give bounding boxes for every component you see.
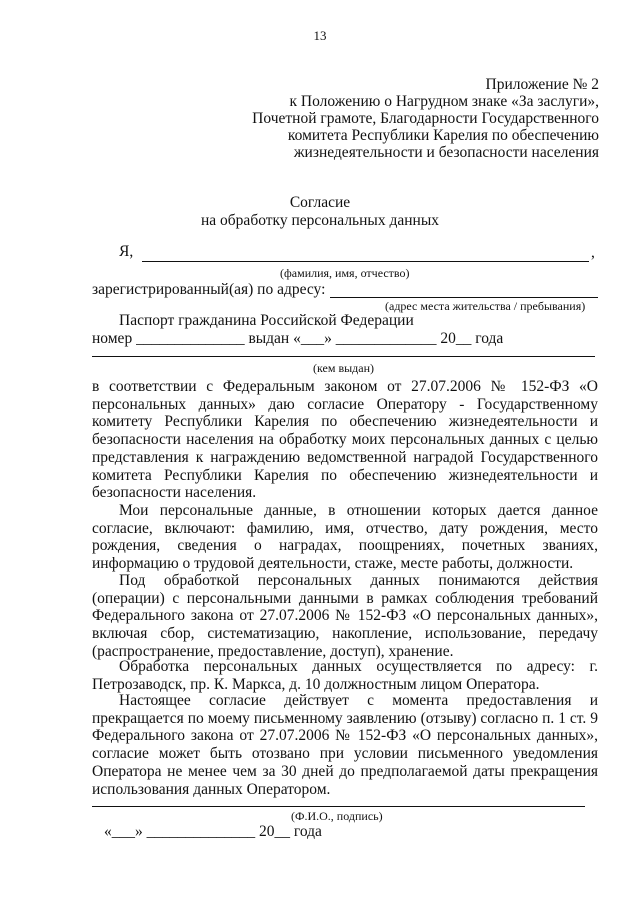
header-line: к Положению о Нагрудном знаке «За заслуги»,	[289, 93, 599, 110]
validity-paragraph: Настоящее согласие действует с момента предоставления и прекращается по моему письменному заявлению (отзыву) согласно п. 1 ст. 9 Федерального закона от 27.07.2006 № 152-ФЗ «О персональных данных», согласие может быть отозвано при условии письменного уведомления Оператора не менее чем за 30 дней до предполагаемой даты прекращения использования данных Оператором.	[92, 692, 598, 798]
registered-label: зарегистрированный(ая) по адресу:	[92, 281, 326, 298]
passport-label: Паспорт гражданина Российской Федерации	[119, 312, 414, 329]
header-line: Почетной грамоте, Благодарности Государственного	[252, 110, 599, 127]
document-title: Согласие	[289, 194, 351, 211]
address-paragraph: Обработка персональных данных осуществляется по адресу: г. Петрозаводск, пр. К. Маркса, д. 10 должностным лицом Оператора.	[92, 658, 598, 693]
processing-paragraph: Под обработкой персональных данных понимаются действия (операции) с персональными данными в рамках соблюдения требований Федерального закона от 27.07.2006 № 152-ФЗ «О персональных данных», включая сбор, систематизацию, накопление, использование, передачу (распространение, предоставление, доступ), хранение.	[92, 572, 598, 660]
ya-label: Я,	[119, 243, 134, 260]
address-caption: (адрес места жительства / пребывания)	[385, 299, 586, 313]
signature-field-line[interactable]	[92, 806, 585, 807]
signature-caption: (Ф.И.О., подпись)	[291, 809, 383, 823]
document-subtitle: на обработку персональных данных	[201, 212, 439, 229]
passport-number-line[interactable]: номер ______________ выдан «___» _____________ 20__ года	[92, 330, 504, 347]
address-field-line[interactable]	[330, 297, 598, 298]
page-number: 13	[313, 28, 327, 43]
fio-field-line[interactable]	[142, 261, 589, 262]
signature-date-line[interactable]: «___» ______________ 20__ года	[104, 823, 322, 840]
fio-comma: ,	[591, 244, 595, 261]
issued-by-field-line[interactable]	[92, 356, 595, 357]
issued-by-caption: (кем выдан)	[313, 361, 375, 375]
consent-paragraph: в соответствии с Федеральным законом от 27.07.2006 № 152-ФЗ «О персональных данных» даю согласие Оператору - Государственному комитету Республики Карелия по обеспечению жизнедеятельности и безопасности населения на обработку моих персональных данных с целью представления к награждению ведомственной наградой Государственного комитета Республики Карелия по обеспечению жизнедеятельности и безопасности населения.	[92, 378, 598, 502]
appendix-header	[239, 76, 599, 161]
header-line: Приложение № 2	[485, 76, 599, 93]
fio-caption: (фамилия, имя, отчество)	[280, 266, 410, 280]
header-line: жизнедеятельности и безопасности населения	[293, 144, 599, 161]
personal-data-paragraph: Мои персональные данные, в отношении которых дается данное согласие, включают: фамилию, имя, отчество, дату рождения, место рождения, сведения о наградах, поощрениях, почетных званиях, информацию о трудовой деятельности, стаже, месте работы, должности.	[92, 502, 598, 573]
header-line: комитета Республики Карелия по обеспечению	[287, 127, 599, 144]
